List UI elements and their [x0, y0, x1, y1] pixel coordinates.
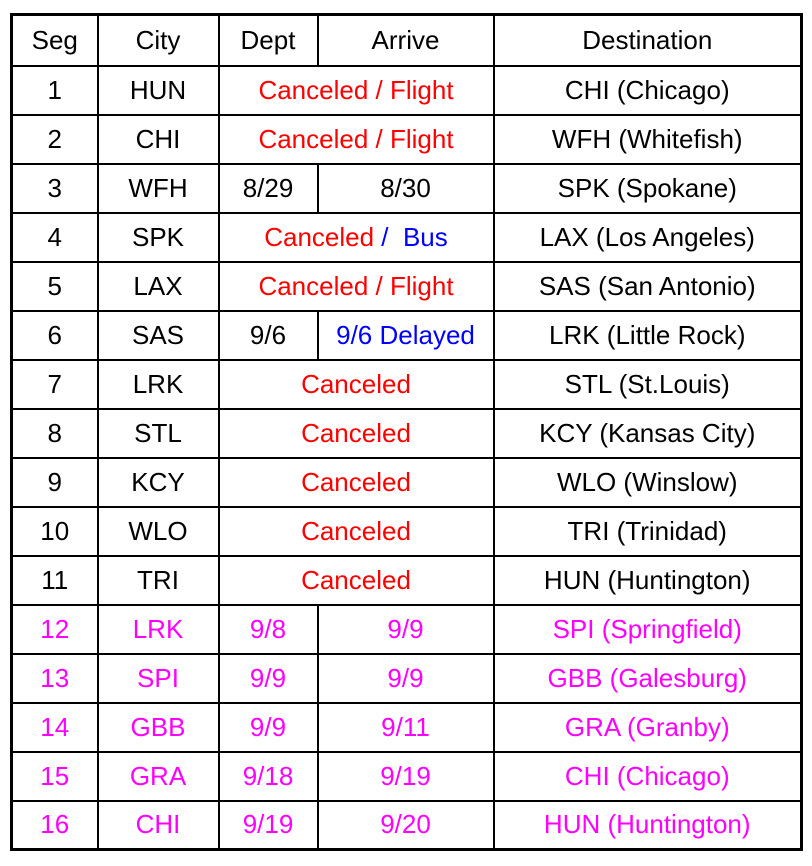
cell-text: 9/6 — [249, 319, 287, 350]
dept-cell — [219, 605, 318, 654]
table-header — [12, 15, 802, 66]
header-row — [12, 15, 802, 66]
arrive-cell — [318, 605, 494, 654]
status-cell — [219, 66, 494, 115]
status-cell — [219, 458, 494, 507]
status-cell — [219, 360, 494, 409]
seg-cell: 9 — [12, 458, 98, 507]
table-row — [12, 801, 802, 850]
table-row — [12, 703, 802, 752]
dept-cell — [219, 654, 318, 703]
destination-cell: KCY (Kansas City) — [494, 409, 802, 458]
cell-text: 9/19 — [242, 809, 294, 840]
cell-text: 9/19 — [380, 760, 431, 791]
table-row — [12, 66, 802, 115]
cell-text: Canceled / Flight — [258, 74, 454, 105]
column-header-arrive: Arrive — [318, 15, 494, 66]
seg-cell: 8 — [12, 409, 98, 458]
city-cell: STL — [98, 409, 219, 458]
destination-cell: GBB (Galesburg) — [494, 654, 802, 703]
cell-text: 9/9 — [387, 662, 424, 693]
arrive-cell — [318, 654, 494, 703]
cell-text: Canceled — [301, 515, 411, 546]
column-header-city: City — [98, 15, 219, 66]
dept-cell — [219, 311, 318, 360]
cell-text: 9/8 — [249, 613, 287, 644]
city-cell: LAX — [98, 262, 219, 311]
flight-schedule-table — [10, 13, 803, 851]
cell-text: / Bus — [381, 221, 448, 252]
city-cell: LRK — [98, 605, 219, 654]
table-row — [12, 360, 802, 409]
destination-cell: WFH (Whitefish) — [494, 115, 802, 164]
cell-text: Canceled / Flight — [258, 123, 454, 154]
cell-text: 8/30 — [380, 172, 431, 203]
seg-cell: 5 — [12, 262, 98, 311]
cell-text: Canceled / Flight — [258, 270, 454, 301]
cell-text: 9/9 — [249, 711, 287, 742]
seg-cell: 7 — [12, 360, 98, 409]
destination-cell: SPI (Springfield) — [494, 605, 802, 654]
cell-text: 9/9 — [387, 613, 424, 644]
status-cell — [219, 507, 494, 556]
seg-cell: 12 — [12, 605, 98, 654]
destination-cell: GRA (Granby) — [494, 703, 802, 752]
destination-cell: CHI (Chicago) — [494, 752, 802, 801]
table-row — [12, 409, 802, 458]
dept-cell — [219, 164, 318, 213]
cell-text: 8/29 — [242, 172, 294, 203]
arrive-cell — [318, 703, 494, 752]
city-cell: LRK — [98, 360, 219, 409]
destination-cell: SPK (Spokane) — [494, 164, 802, 213]
city-cell: CHI — [98, 115, 219, 164]
destination-cell: SAS (San Antonio) — [494, 262, 802, 311]
status-cell — [219, 115, 494, 164]
table-row — [12, 752, 802, 801]
table-row — [12, 605, 802, 654]
destination-cell: CHI (Chicago) — [494, 66, 802, 115]
seg-cell: 11 — [12, 556, 98, 605]
cell-text: 9/6 Delayed — [336, 319, 475, 350]
seg-cell: 10 — [12, 507, 98, 556]
cell-text: 9/11 — [381, 711, 430, 742]
seg-cell: 4 — [12, 213, 98, 262]
seg-cell: 1 — [12, 66, 98, 115]
cell-text: 9/9 — [249, 662, 287, 693]
seg-cell: 14 — [12, 703, 98, 752]
destination-cell: LRK (Little Rock) — [494, 311, 802, 360]
cell-text: Canceled — [301, 368, 411, 399]
destination-cell: HUN (Huntington) — [494, 801, 802, 850]
column-header-destination: Destination — [494, 15, 802, 66]
cell-text: Canceled — [264, 221, 382, 252]
column-header-seg: Seg — [12, 15, 98, 66]
status-cell — [219, 262, 494, 311]
arrive-cell — [318, 752, 494, 801]
city-cell: GRA — [98, 752, 219, 801]
arrive-cell — [318, 801, 494, 850]
status-cell — [219, 556, 494, 605]
city-cell: SPI — [98, 654, 219, 703]
destination-cell: HUN (Huntington) — [494, 556, 802, 605]
cell-text: Canceled — [301, 466, 411, 497]
city-cell: CHI — [98, 801, 219, 850]
seg-cell: 2 — [12, 115, 98, 164]
column-header-dept: Dept — [219, 15, 318, 66]
table-row — [12, 115, 802, 164]
table-row — [12, 458, 802, 507]
status-cell — [219, 409, 494, 458]
city-cell: TRI — [98, 556, 219, 605]
cell-text: 9/18 — [242, 760, 294, 791]
cell-text: 9/20 — [380, 809, 431, 840]
arrive-cell — [318, 311, 494, 360]
city-cell: GBB — [98, 703, 219, 752]
cell-text: Canceled — [301, 564, 411, 595]
city-cell: KCY — [98, 458, 219, 507]
status-cell — [219, 213, 494, 262]
seg-cell: 6 — [12, 311, 98, 360]
city-cell: SPK — [98, 213, 219, 262]
table-row — [12, 213, 802, 262]
seg-cell: 13 — [12, 654, 98, 703]
table-row — [12, 556, 802, 605]
destination-cell: TRI (Trinidad) — [494, 507, 802, 556]
seg-cell: 3 — [12, 164, 98, 213]
city-cell: WLO — [98, 507, 219, 556]
cell-text: Canceled — [301, 417, 411, 448]
seg-cell: 16 — [12, 801, 98, 850]
table-row — [12, 654, 802, 703]
destination-cell: LAX (Los Angeles) — [494, 213, 802, 262]
dept-cell — [219, 703, 318, 752]
table-body — [12, 66, 802, 850]
destination-cell: WLO (Winslow) — [494, 458, 802, 507]
destination-cell: STL (St.Louis) — [494, 360, 802, 409]
table-row — [12, 507, 802, 556]
dept-cell — [219, 752, 318, 801]
city-cell: WFH — [98, 164, 219, 213]
table-row — [12, 311, 802, 360]
city-cell: HUN — [98, 66, 219, 115]
dept-cell — [219, 801, 318, 850]
table-row — [12, 262, 802, 311]
table-row — [12, 164, 802, 213]
city-cell: SAS — [98, 311, 219, 360]
seg-cell: 15 — [12, 752, 98, 801]
arrive-cell — [318, 164, 494, 213]
